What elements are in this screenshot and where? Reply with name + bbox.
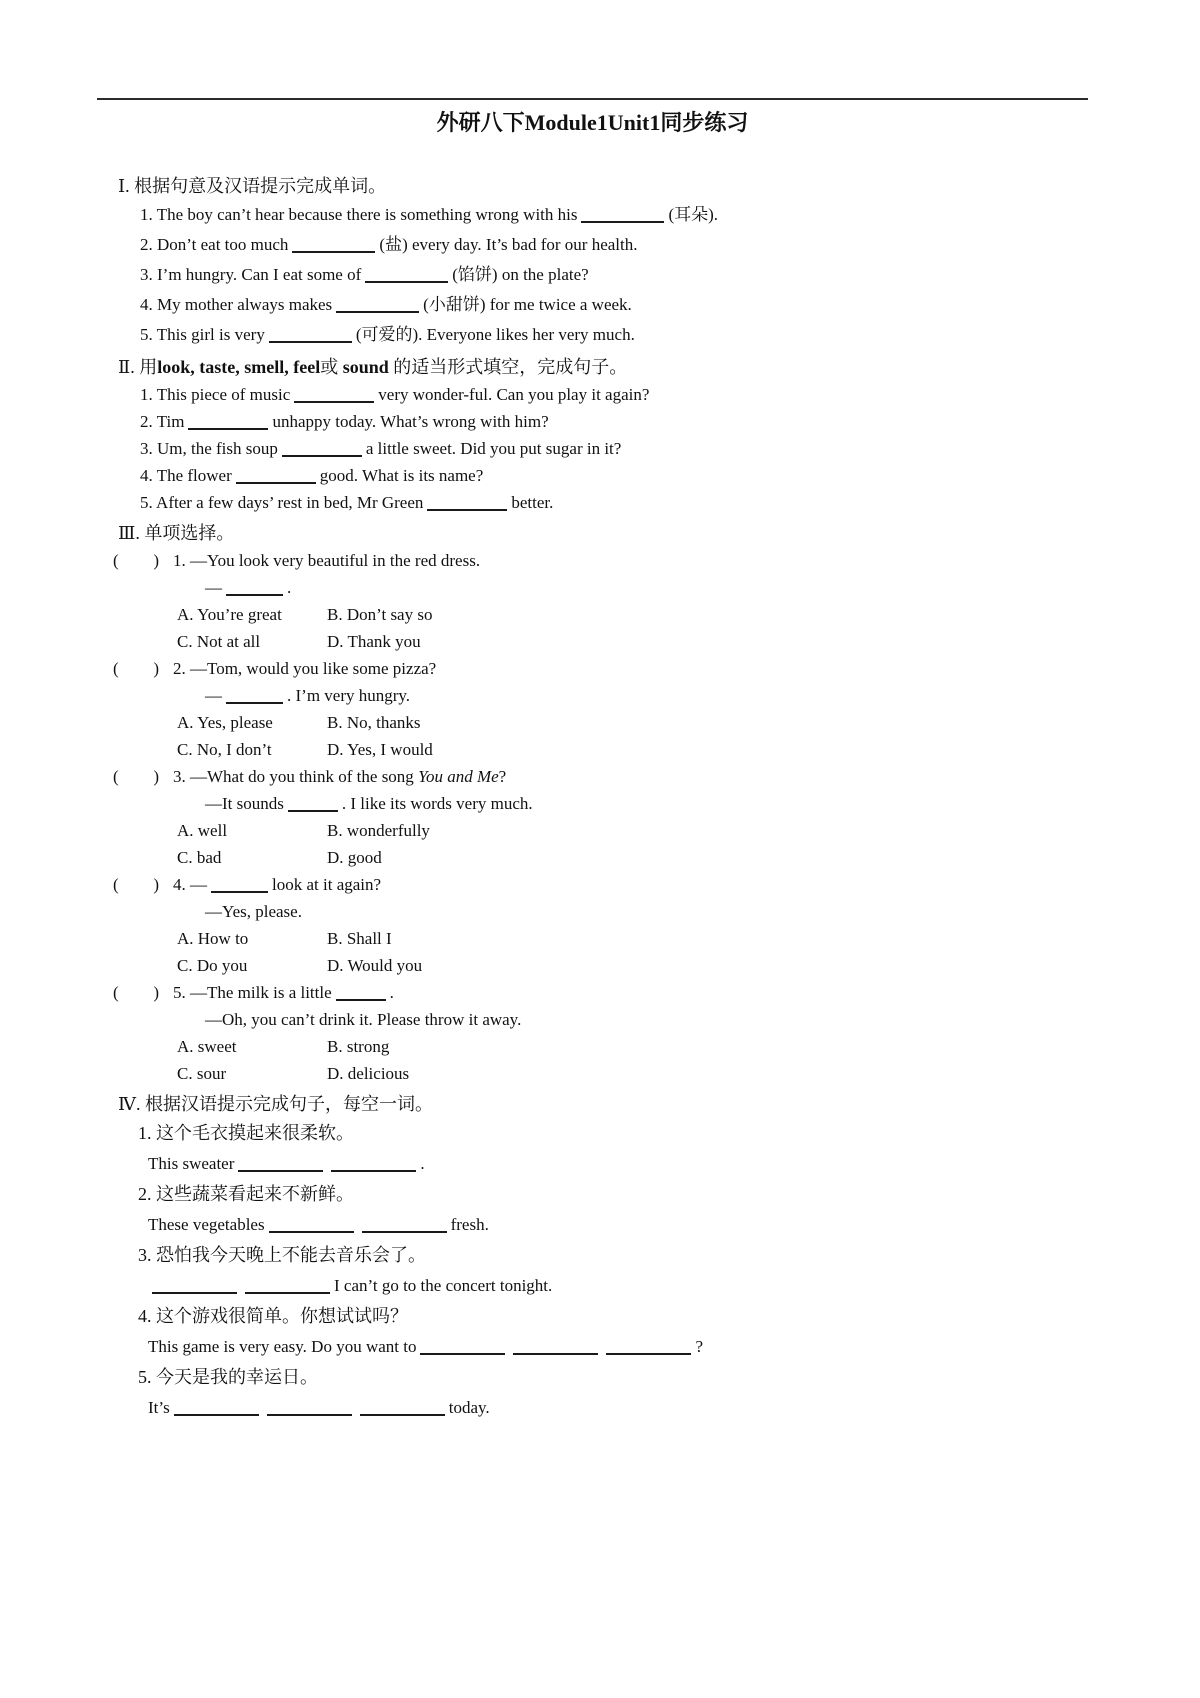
answer-blank [365,266,448,283]
choice-question [113,763,1200,790]
text-segment: good. What is its name? [319,466,484,485]
text-segment: 5. —The milk is a little [173,983,332,1002]
section-heading [118,353,1200,381]
answer-blank [292,236,375,253]
text-segment: C. No, I don’t [177,740,272,759]
text-segment: . [287,578,292,597]
options-row [177,601,1200,628]
section-heading [118,1090,1200,1118]
text-segment: unhappy today. What’s wrong with him? [272,412,549,431]
fill-in-sentence [148,1210,1200,1240]
text-segment: 或 [320,357,343,377]
text-segment: D. delicious [327,1064,410,1083]
options-row [177,709,1200,736]
text-segment: — [205,578,222,597]
choice-question [113,871,1200,898]
text-segment: C. Do you [177,956,248,975]
answer-blank [269,326,352,343]
answer-blank [420,1338,505,1355]
fill-in-sentence [148,1393,1200,1423]
text-segment: look, taste, smell, feel [157,357,321,377]
text-segment: —Oh, you can’t drink it. Please throw it away. [205,1010,522,1029]
choice-question [113,547,1200,574]
text-segment: (可爱的). Everyone likes her very much. [355,325,635,344]
section-heading [118,519,1200,547]
text-segment: . [420,1154,425,1173]
text-segment: look at it again? [272,875,382,894]
chinese-prompt [138,1118,1200,1149]
exercise-item [140,408,1200,435]
header-rule [97,98,1088,100]
text-segment: 2. Don’t eat too much [140,235,289,254]
text-segment: Ⅰ. 根据句意及汉语提示完成单词。 [118,176,387,196]
exercise-item [140,260,1200,290]
answer-blank [360,1399,445,1416]
answer-blank [331,1155,416,1172]
options-row [177,925,1200,952]
text-segment: 4. — [173,875,207,894]
exercise-item [140,200,1200,230]
text-segment: A. You’re great [177,605,282,624]
dialogue-response [205,898,1200,925]
answer-blank [236,467,316,484]
text-segment: — [205,686,222,705]
text-segment: B. wonderfully [327,821,430,840]
answer-blank [288,795,338,812]
text-segment: (盐) every day. It’s bad for our health. [379,235,638,254]
text-segment: 5. This girl is very [140,325,265,344]
text-segment: This game is very easy. Do you want to [148,1337,417,1356]
text-segment: This sweater [148,1154,235,1173]
answer-blank [245,1277,330,1294]
exercise-item [140,462,1200,489]
text-segment: 5. After a few days’ rest in bed, Mr Green [140,493,424,512]
options-row [177,817,1200,844]
text-segment: 1. —You look very beautiful in the red dress. [173,551,481,570]
options-row [177,736,1200,763]
exercise-item [140,489,1200,516]
text-segment: . I like its words very much. [341,794,533,813]
text-segment: 1. The boy can’t hear because there is something wrong with his [140,205,578,224]
answer-parentheses: ( ) [113,659,159,678]
answer-blank [282,440,362,457]
answer-blank [226,687,283,704]
answer-blank [226,579,283,596]
chinese-prompt [138,1240,1200,1271]
answer-blank [294,386,374,403]
page-title: 外研八下Module1Unit1同步练习 [436,110,749,135]
text-segment: 1. This piece of music [140,385,291,404]
text-segment: A. sweet [177,1037,237,1056]
options-row [177,1060,1200,1087]
chinese-prompt [138,1179,1200,1210]
options-row [177,952,1200,979]
text-segment: D. good [327,848,382,867]
chinese-prompt [138,1362,1200,1393]
text-segment: I can’t go to the concert tonight. [334,1276,553,1295]
answer-blank [211,876,268,893]
text-segment: 2. Tim [140,412,185,431]
answer-blank [267,1399,352,1416]
text-segment: These vegetables [148,1215,265,1234]
text-segment: fresh. [450,1215,489,1234]
text-segment: A. Yes, please [177,713,273,732]
dialogue-response [205,1006,1200,1033]
fill-in-sentence [148,1332,1200,1362]
text-segment: . I’m very hungry. [287,686,411,705]
text-segment: 的适当形式填空，完成句子。 [388,357,628,377]
text-segment: B. strong [327,1037,390,1056]
answer-blank [336,984,386,1001]
text-segment: 5. 今天是我的幸运日。 [138,1367,318,1387]
text-segment: ? [498,767,507,786]
text-segment: C. Not at all [177,632,261,651]
answer-blank [152,1277,237,1294]
document-lines [0,172,1200,1423]
text-segment: B. Don’t say so [327,605,433,624]
text-segment: A. well [177,821,228,840]
text-segment: C. sour [177,1064,227,1083]
text-segment: (小甜饼) for me twice a week. [423,295,632,314]
text-segment: ? [695,1337,704,1356]
exercise-item [140,320,1200,350]
answer-parentheses: ( ) [113,767,159,786]
text-segment: 2. —Tom, would you like some pizza? [173,659,437,678]
text-segment: Ⅳ. 根据汉语提示完成句子，每空一词。 [118,1094,433,1114]
text-segment: —Yes, please. [205,902,302,921]
answer-blank [336,296,419,313]
text-segment: 4. The flower [140,466,232,485]
chinese-prompt [138,1301,1200,1332]
answer-blank [606,1338,691,1355]
text-segment: 3. —What do you think of the song [173,767,419,786]
section-heading [118,172,1200,200]
text-segment: (馅饼) on the plate? [452,265,589,284]
exercise-item [140,435,1200,462]
text-segment: 2. 这些蔬菜看起来不新鲜。 [138,1184,354,1204]
answer-blank [269,1216,354,1233]
text-segment: very wonder-ful. Can you play it again? [378,385,650,404]
answer-blank [174,1399,259,1416]
answer-blank [238,1155,323,1172]
answer-blank [362,1216,447,1233]
text-segment: 3. 恐怕我今天晚上不能去音乐会了。 [138,1245,426,1265]
text-segment: D. Would you [327,956,423,975]
text-segment: (耳朵). [668,205,719,224]
dialogue-response [205,574,1200,601]
answer-parentheses: ( ) [113,551,159,570]
exercise-item [140,381,1200,408]
answer-blank [581,206,664,223]
dialogue-response [205,682,1200,709]
text-segment: A. How to [177,929,249,948]
text-segment: —It sounds [205,794,284,813]
text-segment: You and Me [418,767,499,786]
fill-in-sentence [148,1149,1200,1179]
text-segment: 1. 这个毛衣摸起来很柔软。 [138,1123,354,1143]
choice-question [113,979,1200,1006]
text-segment: 3. I’m hungry. Can I eat some of [140,265,362,284]
text-segment: better. [511,493,554,512]
dialogue-response [205,790,1200,817]
text-segment: today. [448,1398,490,1417]
text-segment: 3. Um, the fish soup [140,439,278,458]
text-segment: sound [342,357,389,377]
text-segment: It’s [148,1398,170,1417]
answer-parentheses: ( ) [113,875,159,894]
options-row [177,628,1200,655]
text-segment: C. bad [177,848,222,867]
text-segment: B. No, thanks [327,713,421,732]
text-segment: B. Shall I [327,929,392,948]
answer-blank [513,1338,598,1355]
text-segment: . [389,983,394,1002]
text-segment: D. Yes, I would [327,740,433,759]
answer-blank [427,494,507,511]
text-segment: Ⅱ. 用 [118,357,158,377]
options-row [177,844,1200,871]
fill-in-sentence [148,1271,1200,1301]
exercise-item [140,290,1200,320]
exercise-item [140,230,1200,260]
text-segment: Ⅲ. 单项选择。 [118,523,235,543]
answer-parentheses: ( ) [113,983,159,1002]
choice-question [113,655,1200,682]
text-segment: 4. 这个游戏很简单。你想试试吗？ [138,1306,408,1326]
answer-blank [188,413,268,430]
text-segment: a little sweet. Did you put sugar in it? [365,439,622,458]
options-row [177,1033,1200,1060]
text-segment: 4. My mother always makes [140,295,333,314]
text-segment: D. Thank you [327,632,421,651]
